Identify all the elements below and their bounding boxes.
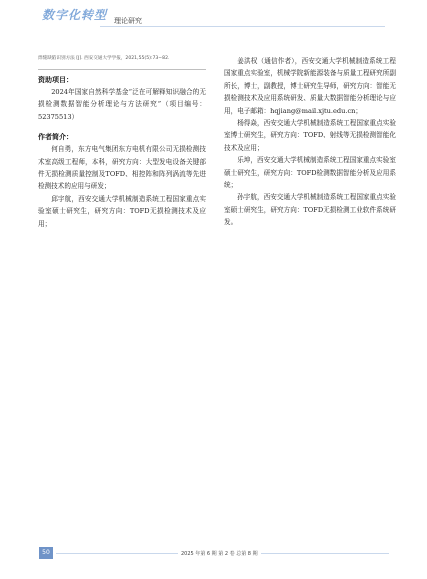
authors-heading: 作者简介： [38, 133, 73, 142]
reference-rule [38, 69, 206, 70]
issue-info: 2025 年第 6 期 第 2 卷 总第 8 期 [178, 550, 261, 557]
author-bio: 孙宇航，西安交通大学机械制造系统工程国家重点实验室硕士研究生，研究方向：TOFD无损检测工业软件系统研发。 [224, 193, 396, 227]
journal-brand: 数字化转型 [42, 8, 108, 22]
right-column [224, 55, 396, 229]
author-bio: 邱宇航，西安交通大学机械制造系统工程国家重点实验室硕士研究生，研究方向：TOFD无损检测技术及应用； [38, 194, 206, 228]
author-bio: 何自勇，东方电气集团东方电机有限公司无损检测技术室高级工程师，本科，研究方向：大型发电设备关键部件无损检测质量控制及TOFD、相控阵和阵列涡流等先进检测技术的应用与研发； [38, 145, 206, 191]
author-bio: 乐坤，西安交通大学机械制造系统工程国家重点实验室硕士研究生，研究方向：TOFD检测数据智能分析及应用系统； [224, 156, 396, 190]
page-header [0, 0, 427, 40]
left-column [38, 55, 206, 230]
reference-entry: 焊缝缺陷识别方法 [J]. 西安交通大学学报，2021,55(5):73−82. [38, 56, 170, 61]
page-number: 50 [39, 547, 53, 559]
author-bio: 杨得焱，西安交通大学机械制造系统工程国家重点实验室博士研究生，研究方向：TOFD、射线等无损检测智能化技术及应用； [224, 119, 396, 152]
page-footer [0, 540, 427, 570]
section-label: 理论研究 [114, 17, 142, 25]
funding-heading: 资助项目： [38, 76, 73, 84]
author-bio: 姜洪权（通信作者），西安交通大学机械制造系统工程国家重点实验室，机械学院新能源装备与质量工程研究所副所长，博士，副教授，博士研究生导师，研究方向：智能无损检测技术及应用系统研发、质量大数据智能分析理论与应用，电子邮箱：hqjiang@mail.xjtu.edu.cn； [224, 57, 396, 115]
header-rule [100, 26, 385, 27]
funding-text: 2024年国家自然科学基金“泛在可解释知识融合的无损检测数据智能分析理论与方法研究”（项目编号：52375513） [38, 88, 206, 121]
